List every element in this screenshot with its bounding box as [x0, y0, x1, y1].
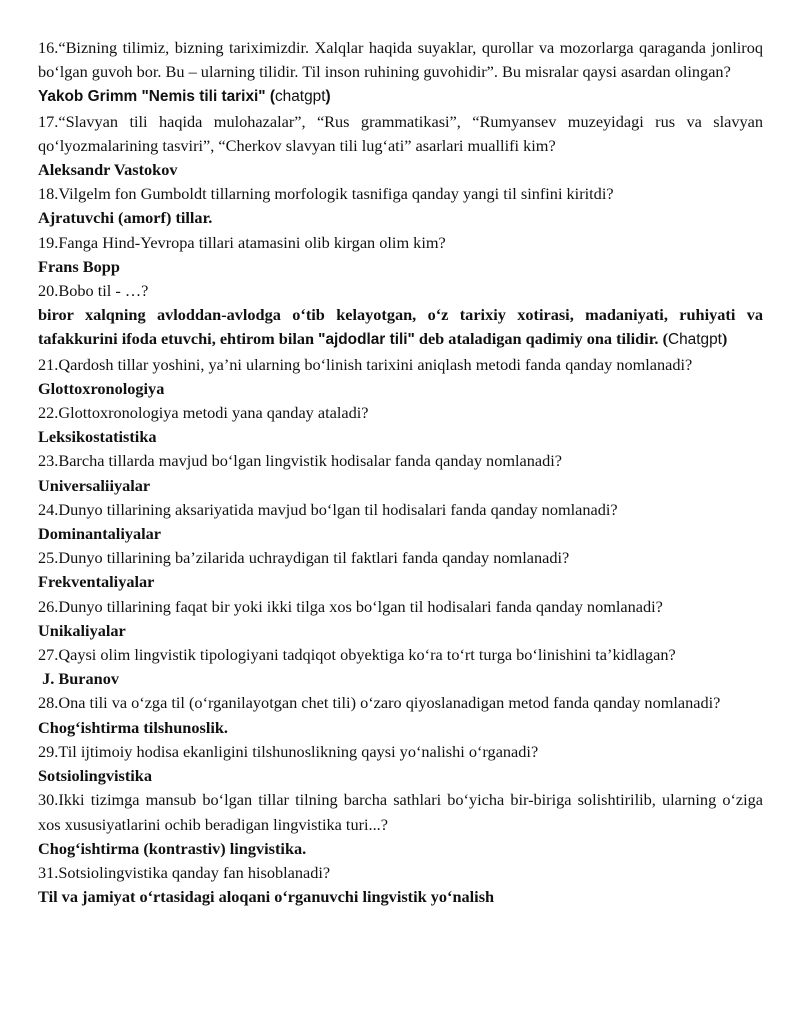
answer-28: Chog‘ishtirma tilshunoslik. — [38, 717, 228, 737]
question-17: 17.“Slavyan tili haqida mulohazalar”, “Rus grammatikasi”, “Rumyansev muzeyidagi rus va slavyan qo‘lyozmalarining tasviri”, “Cherkov slavyan tili lug‘ati” asarlari muallifi kim? — [38, 111, 763, 155]
answer-20-text-end: deb ataladigan qadimiy ona tilidir. ( — [414, 329, 668, 349]
question-29: 29.Til ijtimoiy hodisa ekanligini tilshunoslikning qaysi yo‘nalishi o‘rganadi? — [38, 741, 539, 761]
answer-20-text: biror xalqning avloddan-avlodga o‘tib kelayotgan, o‘z tarixiy xotirasi, madaniyati, ruhiyati va tafakkurini ifoda etuvchi, ehtirom bilan — [38, 305, 763, 349]
answer-22: Leksikostatistika — [38, 427, 157, 447]
question-27: 27.Qaysi olim lingvistik tipologiyani tadqiqot obyektiga ko‘ra to‘rt turga bo‘linishini ta’kidlagan? — [38, 645, 676, 665]
question-20: 20.Bobo til - …? — [38, 281, 149, 301]
answer-29: Sotsiolingvistika — [38, 766, 153, 786]
answer-17: Aleksandr Vastokov — [38, 160, 178, 180]
answer-26: Unikaliyalar — [38, 620, 126, 640]
question-30: 30.Ikki tizimga mansub bo‘lgan tillar tilning barcha sathlari bo‘yicha bir-biriga solishtirilib, ularning o‘ziga xos xususiyatlarini ochib beradigan lingvistika turi...? — [38, 790, 763, 834]
answer-19: Frans Bopp — [38, 256, 120, 276]
answer-24: Dominantaliyalar — [38, 524, 162, 544]
answer-16-close: ) — [325, 88, 331, 106]
answer-20-quoted-term: "ajdodlar tili" — [318, 331, 415, 349]
answer-20-source-note: Chatgpt — [668, 331, 722, 349]
answer-20 — [38, 303, 763, 352]
answer-31: Til va jamiyat o‘rtasidagi aloqani o‘rganuvchi lingvistik yo‘nalish — [38, 887, 495, 907]
question-23: 23.Barcha tillarda mavjud bo‘lgan lingvistik hodisalar fanda qanday nomlanadi? — [38, 451, 563, 471]
question-28: 28.Ona tili va o‘zga til (o‘rganilayotgan chet tili) o‘zaro qiyoslanadigan metod fanda qanday nomlanadi? — [38, 693, 721, 713]
answer-16-text: Yakob Grimm "Nemis tili tarixi" ( — [38, 88, 275, 106]
answer-27: J. Buranov — [38, 669, 119, 689]
question-19: 19.Fanga Hind-Yevropa tillari atamasini olib kirgan olim kim? — [38, 232, 446, 252]
question-21: 21.Qardosh tillar yoshini, ya’ni ularning bo‘linish tarixini aniqlash metodi fanda qanday nomlanadi? — [38, 354, 693, 374]
question-22: 22.Glottoxronologiya metodi yana qanday ataladi? — [38, 403, 369, 423]
answer-25: Frekventaliyalar — [38, 572, 155, 592]
answer-30: Chog‘ishtirma (kontrastiv) lingvistika. — [38, 838, 307, 858]
answer-16 — [38, 84, 763, 109]
question-18: 18.Vilgelm fon Gumboldt tillarning morfologik tasnifiga qanday yangi til sinfini kiritdi? — [38, 184, 614, 204]
question-26: 26.Dunyo tillarining faqat bir yoki ikki tilga xos bo‘lgan til hodisalari fanda qanday nomlanadi? — [38, 596, 663, 616]
answer-23: Universaliiyalar — [38, 475, 151, 495]
answer-21: Glottoxronologiya — [38, 378, 165, 398]
answer-20-close: ) — [721, 329, 728, 349]
answer-16-source-note: chatgpt — [274, 88, 326, 106]
question-25: 25.Dunyo tillarining ba’zilarida uchraydigan til faktlari fanda qanday nomlanadi? — [38, 548, 570, 568]
question-16: 16.“Bizning tilimiz, bizning tariximizdir. Xalqlar haqida suyaklar, qurollar va mozorlarga qaraganda jonliroq bo‘lgan guvoh bor. Bu – ularning tilidir. Til inson ruhining guvohidir”. Bu misralar qaysi asardan olingan? — [38, 38, 763, 82]
question-24: 24.Dunyo tillarining aksariyatida mavjud bo‘lgan til hodisalari fanda qanday nomlanadi? — [38, 499, 618, 519]
question-31: 31.Sotsiolingvistika qanday fan hisoblanadi? — [38, 862, 331, 882]
answer-18: Ajratuvchi (amorf) tillar. — [38, 208, 213, 228]
